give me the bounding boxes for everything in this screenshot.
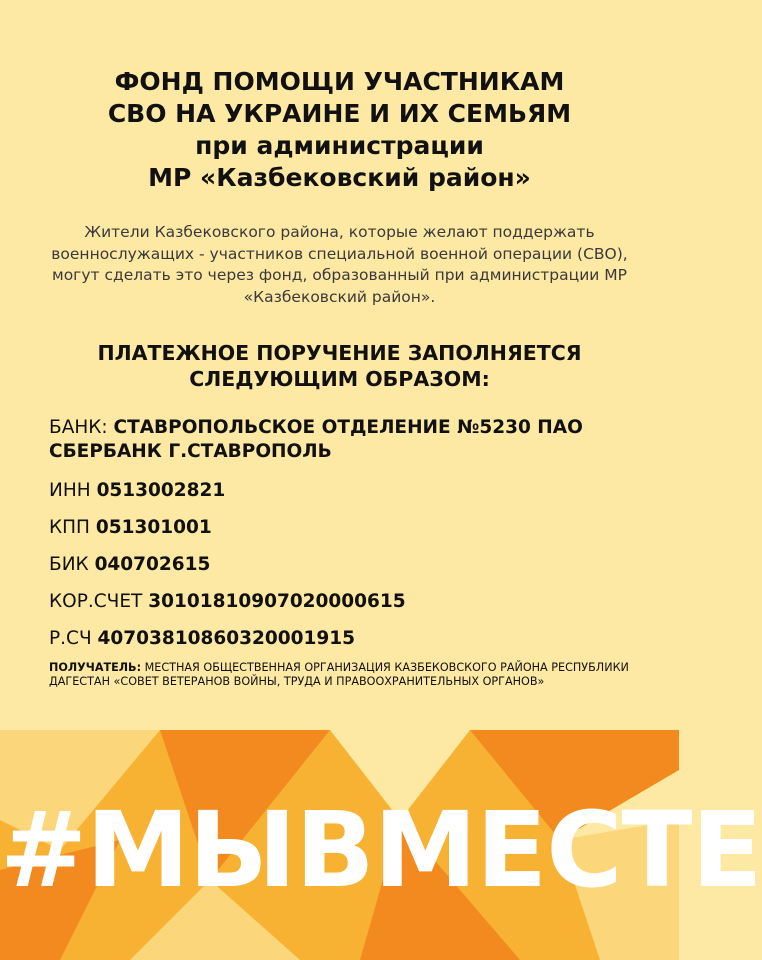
bank-value: СТАВРОПОЛЬСКОЕ ОТДЕЛЕНИЕ №5230 ПАО СБЕРБАНК Г.СТАВРОПОЛЬ	[49, 417, 583, 462]
kpp-label: КПП	[49, 517, 90, 538]
kpp-field	[49, 516, 649, 540]
bik-value: 040702615	[94, 554, 211, 575]
bank-label: БАНК:	[49, 417, 108, 438]
payment-heading-line-2: СЛЕДУЮЩИМ ОБРАЗОМ:	[189, 367, 490, 391]
bank-field	[49, 416, 649, 464]
rs-value: 40703810860320001915	[97, 628, 355, 649]
payment-heading-line-1: ПЛАТЕЖНОЕ ПОРУЧЕНИЕ ЗАПОЛНЯЕТСЯ	[97, 341, 582, 365]
kor-schet-label: КОР.СЧЕТ	[49, 591, 143, 612]
banner	[0, 730, 762, 960]
title-line-4: МР «Казбековский район»	[148, 163, 531, 192]
title-line-2: СВО НА УКРАИНЕ И ИХ СЕМЬЯМ	[107, 99, 572, 128]
bik-label: БИК	[49, 554, 89, 575]
recipient-value: МЕСТНАЯ ОБЩЕСТВЕННАЯ ОРГАНИЗАЦИЯ КАЗБЕКОВСКОГО РАЙОНА РЕСПУБЛИКИ ДАГЕСТАН «СОВЕТ ВЕТЕРАНОВ ВОЙНЫ, ТРУДА И ПРАВООХРАНИТЕЛЬНЫХ ОРГАНОВ»	[49, 661, 629, 688]
bik-field	[49, 553, 649, 577]
recipient-label: ПОЛУЧАТЕЛЬ:	[49, 661, 142, 674]
kor-schet-value: 30101810907020000615	[148, 591, 406, 612]
rs-field	[49, 627, 649, 651]
title-line-3: при администрации	[195, 131, 484, 160]
kpp-value: 051301001	[95, 517, 212, 538]
kor-schet-field	[49, 590, 649, 614]
page-title	[0, 66, 679, 194]
inn-label: ИНН	[49, 480, 91, 501]
recipient-block	[49, 661, 654, 689]
inn-value: 0513002821	[96, 480, 226, 501]
inn-field	[49, 479, 649, 503]
payment-heading	[0, 340, 679, 392]
title-line-1: ФОНД ПОМОЩИ УЧАСТНИКАМ	[114, 67, 565, 96]
intro-paragraph: Жители Казбековского района, которые желают поддержать военнослужащих - участников специальной военной операции (СВО), могут сделать это через фонд, образованный при администрации МР «Казбековский район».	[51, 223, 628, 306]
hashtag-slogan: #МЫВМЕСТЕ	[0, 789, 762, 911]
rs-label: Р.СЧ	[49, 628, 92, 649]
